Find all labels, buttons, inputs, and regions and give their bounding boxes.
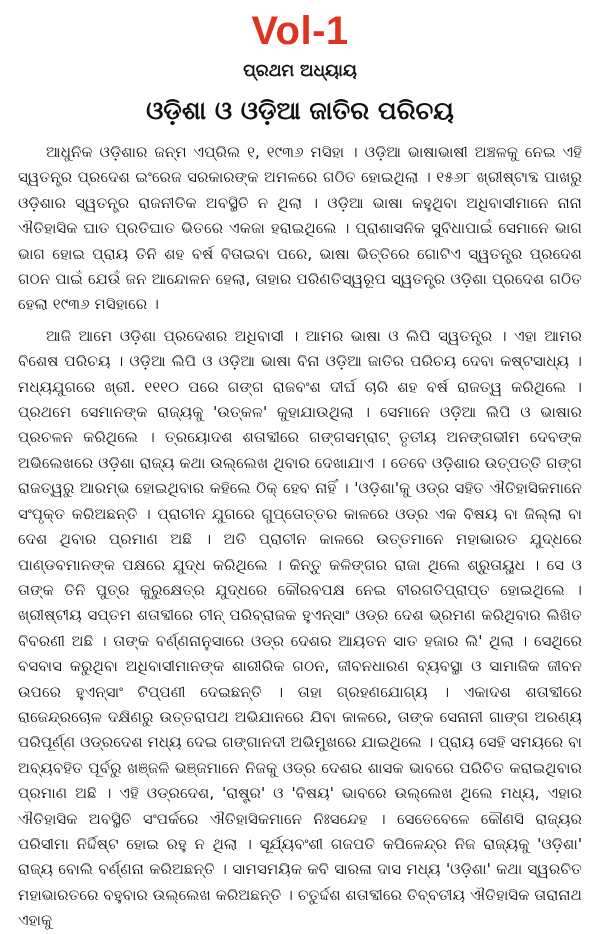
paragraph-1: ଆଧୁନିକ ଓଡ଼ିଶାର ଜନ୍ମ ଏପ୍ରିଲ ୧, ୧୯୩୬ ମସିହା । ଓଡ଼ିଆ ଭାଷାଭାଷୀ ଅଞ୍ଚଳକୁ ନେଇ ଏହି ସ୍ୱତନ୍ତ୍ର ପ୍ରଦେଶ ଇଂରେଜ ସରକାରଙ୍କ ଅମଳରେ ଗଠିତ ହୋଇଥିଲା । ୧୫୬୮ ଖ୍ରୀଷ୍ଟାବ୍ଦ ପାଖରୁ ଓଡ଼ିଶାର ସ୍ୱତନ୍ତ୍ର ରାଜନୀତିକ ଅବସ୍ଥିତି ନ ଥିଲା । ଓଡ଼ିଆ ଭାଷା କହୁଥିବା ଅଧିବାସୀମାନେ ନାନା ଐତିହାସିକ ଘାତ ପ୍ରତିଘାତ ଭିତରେ ଏକଜା ହରାଇଥିଲେ । ପ୍ରାଶାସନିକ ସୁବିଧାପାଇଁ ସେମାନେ ଭାଗ ଭାଗ ହୋଇ ପ୍ରାୟ ତିନି ଶହ ବର୍ଷ ବିତାଇବା ପରେ, ଭାଷା ଭିତ୍ତିରେ ଗୋଟିଏ ସ୍ୱତନ୍ତ୍ର ପ୍ରଦେଶ ଗଠନ ପାଇଁ ଯେଉଁ ଜନ ଆନ୍ଦୋଳନ ହେଲା, ତାହାର ପରିଣତିସ୍ୱରୂପ ସ୍ୱତନ୍ତ୍ର ଓଡ଼ିଶା ପ୍ରଦେଶ ଗଠିତ ହେଲା ୧୯୩୬ ମସିହାରେ । bbox=[18, 143, 582, 314]
chapter-heading: ପ୍ରଥମ ଅଧ୍ୟାୟ bbox=[243, 61, 357, 81]
page-title: ଓଡ଼ିଶା ଓ ଓଡ଼ିଆ ଜାତିର ପରିଚୟ bbox=[146, 96, 454, 125]
volume-label: Vol-1 bbox=[251, 9, 349, 53]
paragraph-2: ଆଜି ଆମେ ଓଡ଼ିଶା ପ୍ରଦେଶର ଅଧିବାସୀ । ଆମର ଭାଷା ଓ ଲିପି ସ୍ୱତନ୍ତ୍ର । ଏହା ଆମର ବିଶେଷ ପରିଚୟ । ଓଡ଼ିଆ ଲିପି ଓ ଓଡ଼ିଆ ଭାଷା ବିନା ଓଡ଼ିଆ ଜାତିର ପରିଚୟ ଦେବା କଷ୍ଟସାଧ୍ୟ । ମଧ୍ୟଯୁଗରେ ଖ୍ରୀ. ୧୧୧୦ ପରେ ଗଙ୍ଗ ରାଜବଂଶ ଦୀର୍ଘ ଚାରି ଶହ ବର୍ଷ ରାଜତ୍ୱ କରିଥିଲେ । ପ୍ରଥମେ ସେମାନଙ୍କ ରାଜ୍ୟକୁ 'ଉତ୍କଳ' କୁହାଯାଉଥିଲା । ସେମାନେ ଓଡ଼ିଆ ଲିପି ଓ ଭାଷାର ପ୍ରଚଳନ କରିଥିଲେ । ତ୍ରୟୋଦଶ ଶତାବ୍ଦୀରେ ଗଙ୍ଗସମ୍ରାଟ୍ ତୃତୀୟ ଅନଙ୍ଗଭୀମ ଦେବଙ୍କ ଅଭିଲେଖରେ ଓଡ଼ିଶା ରାଜ୍ୟ କଥା ଉଲ୍ଲେଖ ଥିବାର ଦେଖାଯାଏ । ତେବେ ଓଡ଼ିଶାର ଉତ୍ପତ୍ତି ଗଙ୍ଗ ରାଜତ୍ୱରୁ ଆରମ୍ଭ ହୋଇଥିବାର କହିଲେ ଠିକ୍ ହେବ ନାହିଁ । 'ଓଡ଼ିଶା'କୁ ଓଡ୍ର ସହିତ ଐତିହାସିକମାନେ ସଂପୃକ୍ତ କରିଅଛନ୍ତି । ପ୍ରାଚୀନ ଯୁଗରେ ଗୁପ୍ତୋତ୍ତର କାଳରେ ଓଡ୍ର ଏକ ବିଷୟ ବା ଜିଲ୍ଲା ବା ଦେଶ ଥିବାର ପ୍ରମାଣ ଅଛି । ଅତି ପ୍ରାଚୀନ କାଳରେ ଉତ୍ତମାନେ ମହାଭାରତ ଯୁଦ୍ଧରେ ପାଣ୍ଡବମାନଙ୍କ ପକ୍ଷରେ ଯୁଦ୍ଧ କରିଥିଲେ । କିନ୍ତୁ କଳିଙ୍ଗର ରାଜା ଥିଲେ ଶ୍ରୁତାୟୁଧ । ସେ ଓ ତାଙ୍କ ତିନି ପୁତ୍ର କୁରୁକ୍ଷେତ୍ର ଯୁଦ୍ଧରେ କୌରବପକ୍ଷ ନେଇ ବୀରଗତିପ୍ରାପ୍ତ ହୋଇଥିଲେ । ଖ୍ରୀଷ୍ଟୀୟ ସପ୍ତମ ଶତାବ୍ଦୀରେ ଚୀନ୍ ପରିବ୍ରାଜକ ହୁଏନ୍‌ସାଂ ଓଡ୍ର ଦେଶ ଭ୍ରମଣ କରିଥିବାର ଲିଖିତ ବିବରଣୀ ଅଛି । ତାଙ୍କ ବର୍ଣ୍ଣନାନୁସାରେ ଓଡ୍ର ଦେଶର ଆୟତନ ସାତ ହଜାର ଲି' ଥିଲା । ସେଥିରେ ବସବାସ କରୁଥିବା ଅଧିବାସୀମାନଙ୍କ ଶାରୀରିକ ଗଠନ, ଜୀବନଧାରଣ ବ୍ୟବସ୍ଥା ଓ ସାମାଜିକ ଜୀବନ ଉପରେ ହୁଏନ୍‌ସାଂ ଟିପ୍ପଣୀ ଦେଇଛନ୍ତି । ତାହା ଗ୍ରହଣଯୋଗ୍ୟ । ଏକାଦଶ ଶତାବ୍ଦୀରେ ରାଜେନ୍ଦ୍ରଚୋଳ ଦକ୍ଷିଣରୁ ଉତ୍ତରାପଥ ଅଭିଯାନରେ ଯିବା କାଳରେ, ତାଙ୍କ ସେନାନୀ ଗାଙ୍ଗ ଅରଣ୍ୟ ପରିପୂର୍ଣ୍ଣ ଓଡ୍ରଦେଶ ମଧ୍ୟ ଦେଇ ଗଙ୍ଗାନଦୀ ଅଭିମୁଖରେ ଯାଇଥିଲେ । ପ୍ରାୟ ସେହି ସମୟରେ ବା ଅବ୍ୟବହିତ ପୂର୍ବରୁ ଖଞ୍ଜଳି ଭଞ୍ଜମାନେ ନିଜକୁ ଓଡ୍ର ଦେଶର ଶାସକ ଭାବରେ ପରିଚିତ କରାଇଥିବାର ପ୍ରମାଣ ଅଛି । ଏହି ଓଡ୍ରଦେଶ, 'ରାଷ୍ଟ୍ର' ଓ 'ବିଷୟ' ଭାବରେ ଉଲ୍ଲେଖ ଥିଲେ ମଧ୍ୟ, ଏହାର ଐତିହାସିକ ଅବସ୍ଥିତି ସଂପର୍କରେ ଐତିହାସିକମାନେ ନିଃସନ୍ଦେହ । ସେତେବେଳେ କୌଣସି ରାଜ୍ୟର ପରିସୀମା ନିର୍ଦ୍ଦିଷ୍ଟ ହୋଇ ରହୁ ନ ଥିଲା । ସୂର୍ଯ୍ୟବଂଶୀ ଗଜପତି କପିଳେନ୍ଦ୍ର ନିଜ ରାଜ୍ୟକୁ 'ଓଡ଼ିଶା' ରାଜ୍ୟ ବୋଲି ବର୍ଣ୍ଣନା କରିଅଛନ୍ତି । ସାମସମୟିକ କବି ସାରଳା ଦାସ ମଧ୍ୟ 'ଓଡ଼ିଶା' କଥା ସ୍ୱରଚିତ ମହାଭାରତରେ ବହୁବାର ଉଲ୍ଲେଖ କରିଅଛନ୍ତି । ଚତୁର୍ଦ୍ଦଶ ଶତାବ୍ଦୀରେ ତିବ୍ବତୀୟ ଐତିହାସିକ ତାରାନାଥ ଏହାକୁ bbox=[18, 326, 582, 930]
